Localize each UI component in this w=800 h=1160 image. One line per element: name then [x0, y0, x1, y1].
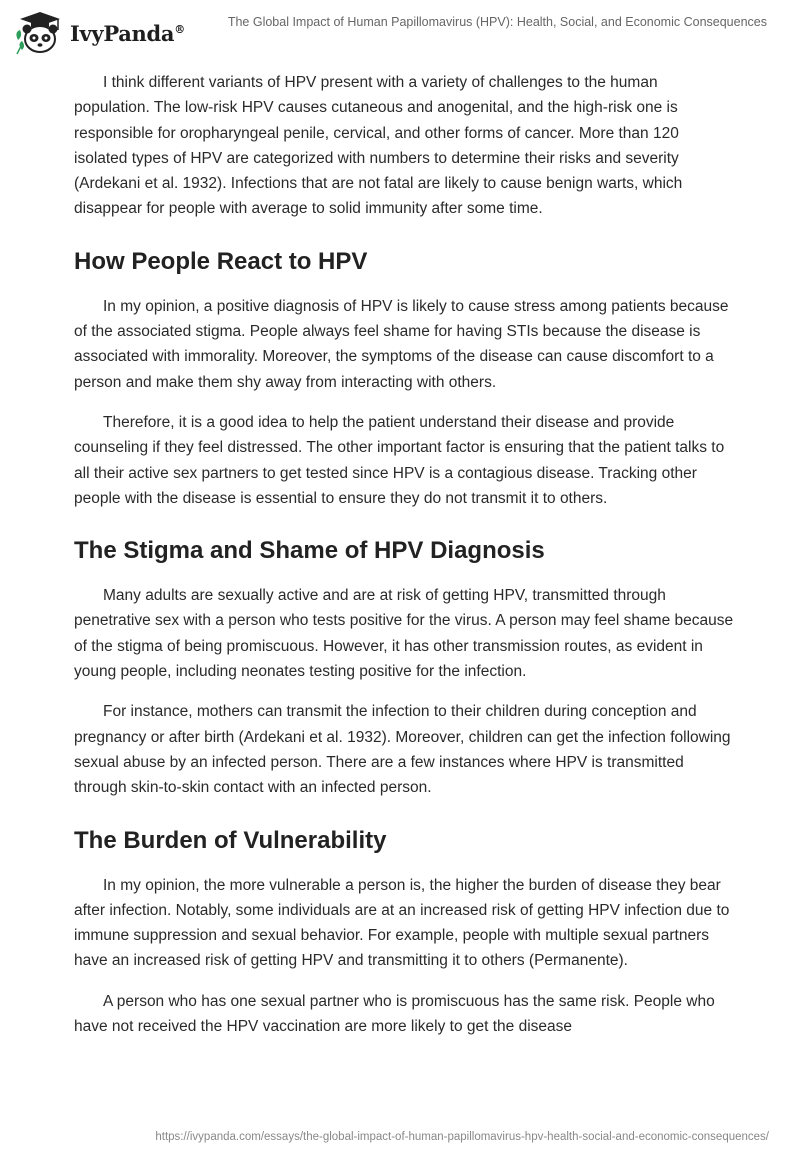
paragraph: In my opinion, a positive diagnosis of HPV is likely to cause stress among patients because of the associated stigma. People always feel shame for having STIs because the disease is associated with immorality. Moreover, the symptoms of the disease can cause discomfort to a person and make them shy away from interacting with others. — [74, 297, 729, 391]
section-heading: The Burden of Vulnerability — [74, 826, 387, 854]
ivypanda-logo[interactable] — [14, 10, 185, 56]
document-title: The Global Impact of Human Papillomavirus (HPV): Health, Social, and Economic Consequences — [227, 15, 767, 29]
essay-body — [74, 70, 734, 1054]
page-header — [0, 0, 800, 62]
logo-text: IvyPanda® — [70, 20, 185, 46]
paragraph: A person who has one sexual partner who is promiscuous has the same risk. People who have not received the HPV vaccination are more likely to get the disease — [74, 992, 715, 1036]
paragraph: Therefore, it is a good idea to help the patient understand their disease and provide counseling if they feel distressed. The other important factor is ensuring that the patient talks to all their active sex partners to get tested since HPV is a contagious disease. Tracking other people with the disease is essential to ensure they do not transmit it to others. — [74, 413, 725, 507]
panda-graduate-icon — [14, 10, 66, 56]
paragraph: For instance, mothers can transmit the infection to their children during conception and pregnancy or after birth (Ardekani et al. 1932). Moreover, children can get the infection following sexual abuse by an infected person. There are a few instances where HPV is transmitted through skin-to-skin contact with an infected person. — [74, 703, 731, 797]
paragraph: I think different variants of HPV present with a variety of challenges to the human population. The low-risk HPV causes cutaneous and anogenital, and the high-risk one is responsible for oropharyngeal penile, cervical, and other forms of cancer. More than 120 isolated types of HPV are categorized with numbers to determine their risks and severity (Ardekani et al. 1932). Infections that are not fatal are likely to cause benign warts, which disappear for people with average to solid immunity after some time. — [74, 74, 683, 218]
section-heading: The Stigma and Shame of HPV Diagnosis — [74, 537, 545, 565]
paragraph: Many adults are sexually active and are at risk of getting HPV, transmitted through penetrative sex with a person who tests positive for the virus. A person may feel shame because of the stigma of being promiscuous. However, it has other transmission routes, as evident in young people, including neonates testing positive for the infection. — [74, 587, 734, 681]
section-heading: How People React to HPV — [74, 247, 368, 275]
paragraph: In my opinion, the more vulnerable a person is, the higher the burden of disease they bear after infection. Notably, some individuals are at an increased risk of getting HPV infection due to immune suppression and sexual behavior. For example, people with multiple sexual partners have an increased risk of getting HPV and transmitting it to others (Permanente). — [74, 876, 730, 970]
registered-mark: ® — [174, 22, 185, 36]
source-url-link[interactable]: https://ivypanda.com/essays/the-global-impact-of-human-papillomavirus-hpv-health-social-and-economic-consequences/ — [155, 1131, 769, 1143]
